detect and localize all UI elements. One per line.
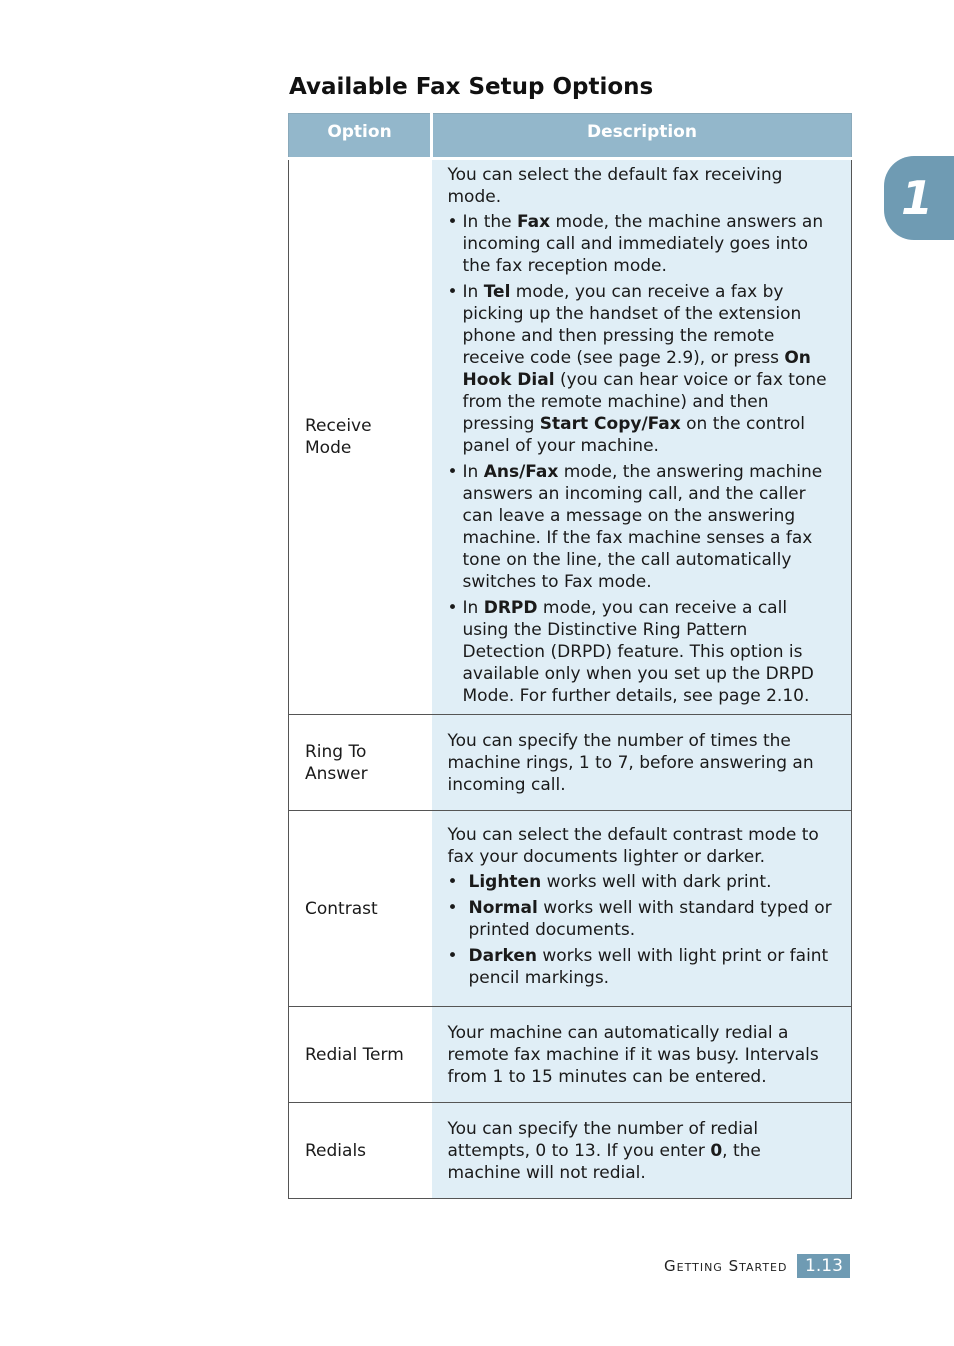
page-footer — [664, 1254, 850, 1278]
header-description: Description — [432, 114, 852, 159]
bullet-list — [448, 871, 836, 989]
chapter-number: 1 — [900, 171, 933, 225]
option-cell: Contrast — [289, 811, 432, 1007]
table-row — [289, 1103, 852, 1199]
description-cell: You can specify the number of times the machine rings, 1 to 7, before answering an incoming call. — [432, 715, 852, 811]
page-title: Available Fax Setup Options — [289, 74, 654, 100]
option-cell: Redials — [289, 1103, 432, 1199]
description-cell — [432, 811, 852, 1007]
description-intro: You can select the default fax receiving mode. — [447, 164, 783, 207]
list-item: • In Ans/Fax mode, the answering machine answers an incoming call, and the caller can leave a message on the answering machine. If the fax machine senses a fax tone on the line, the call automatically switches to Fax mode. — [448, 461, 836, 593]
bullet-list — [448, 211, 836, 707]
list-item: • In the Fax mode, the machine answers an incoming call and immediately goes into the fax reception mode. — [448, 211, 836, 277]
list-item: • Normal works well with standard typed or printed documents. — [448, 897, 836, 941]
table-row — [289, 715, 852, 811]
description-intro: You can select the default contrast mode to fax your documents lighter or darker. — [447, 825, 819, 867]
list-item: • In DRPD mode, you can receive a call using the Distinctive Ring Pattern Detection (DRPD) feature. This option is available only when you set up the DRPD Mode. For further details, see page 2.10. — [448, 597, 836, 707]
description-cell: You can specify the number of redial attempts, 0 to 13. If you enter 0, the machine will not redial. — [432, 1103, 852, 1199]
list-item: • Darken works well with light print or faint pencil markings. — [448, 945, 836, 989]
table-row — [289, 159, 852, 715]
option-cell: Receive Mode — [289, 159, 432, 715]
description-cell — [432, 159, 852, 715]
option-cell: Ring To Answer — [289, 715, 432, 811]
list-item: • In Tel mode, you can receive a fax by picking up the handset of the extension phone and then pressing the remote receive code (see page 2.9), or press On Hook Dial (you can hear voice or fax tone from the remote machine) and then pressing Start Copy/Fax on the control panel of your machine. — [448, 281, 836, 457]
table-row — [289, 811, 852, 1007]
table-header-row — [289, 114, 852, 159]
fax-options-table — [288, 113, 852, 1199]
table-row — [289, 1007, 852, 1103]
description-cell: Your machine can automatically redial a remote fax machine if it was busy. Intervals from 1 to 15 minutes can be entered. — [432, 1007, 852, 1103]
option-cell: Redial Term — [289, 1007, 432, 1103]
header-option: Option — [289, 114, 432, 159]
chapter-tab — [884, 156, 954, 240]
section-name: Getting Started — [664, 1257, 788, 1275]
page-number: 1.13 — [797, 1254, 850, 1278]
list-item: • Lighten works well with dark print. — [448, 871, 836, 893]
